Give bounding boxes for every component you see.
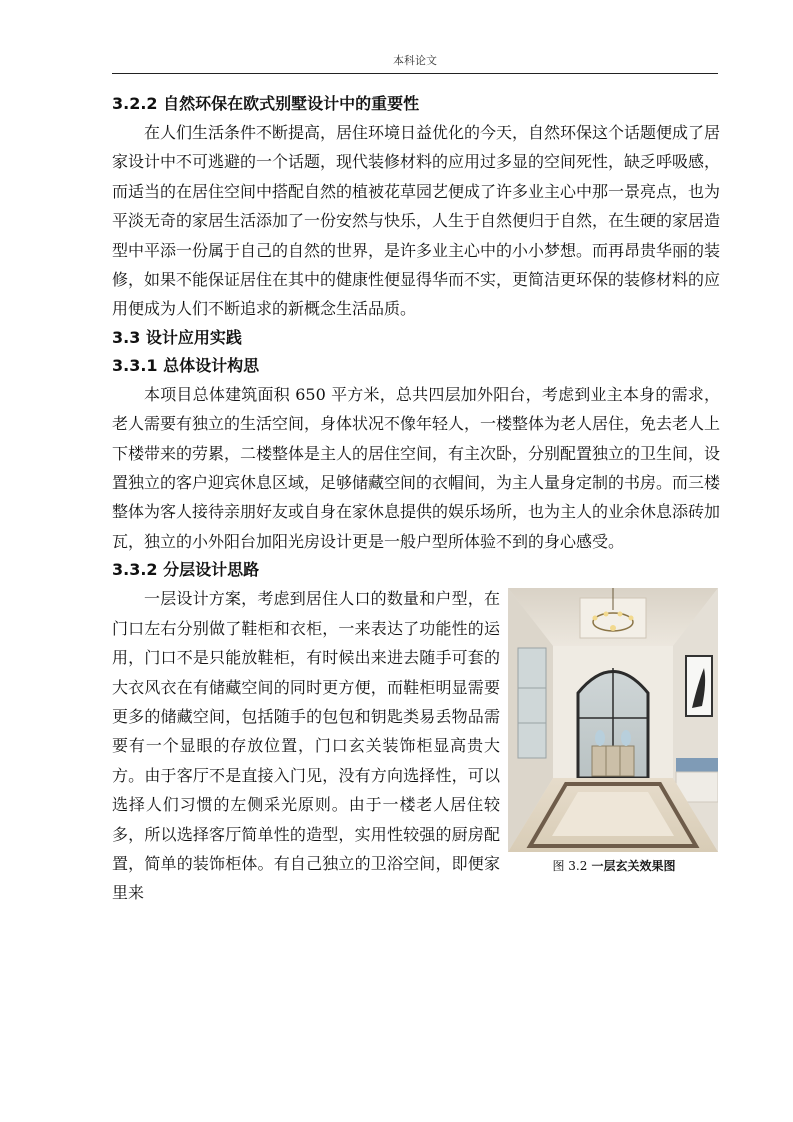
section-heading-3-3-1: 3.3.1 总体设计构思 [112,355,260,375]
section-heading-3-2-2: 3.2.2 自然环保在欧式别墅设计中的重要性 [112,94,420,113]
section-heading-3-3-2: 3.3.2 分层设计思路 [112,560,260,580]
page-header: 本科论文 [393,54,437,67]
document-body [112,90,720,908]
paragraph-3-3-2: 一层设计方案，考虑到居住人口的数量和户型，在门口左右分别做了鞋柜和衣柜，一来表达了功能性的运用，门口不是只能放鞋柜，有时候出来进去随手可套的大衣风衣在有储藏空间的同时更方便，而鞋柜明显需要更多的储藏空间，包括随手的包包和钥匙类易丢物品需要有一个显眼的存放位置，门口玄关装饰柜显高贵大方。由于客厅不是直接入门见，没有方向选择性，可以选择人们习惯的左侧采光原则。由于一楼老人居住较多，所以选择客厅简单性的造型，实用性较强的厨房配置，简单的装饰柜体。有自己独立的卫浴空间，即便家里来 [112,589,500,903]
figure-caption [508,856,720,876]
figure-3-2 [508,588,720,876]
figure-caption-number: 图 3.2 [552,859,588,874]
paragraph-3-2-2: 在人们生活条件不断提高，居住环境日益优化的今天，自然环保这个话题便成了居家设计中不可逃避的一个话题，现代装修材料的应用过多显的空间死性，缺乏呼吸感，而适当的在居住空间中搭配自然的植被花草园艺便成了许多业主心中那一景亮点，也为平淡无奇的家居生活添加了一份安然与快乐，人生于自然便归于自然，在生硬的家居造型中平添一份属于自己的自然的世界，是许多业主心中的小小梦想。而再昂贵华丽的装修，如果不能保证居住在其中的健康性便显得华而不实，更简洁更环保的装修材料的应用便成为人们不断追求的新概念生活品质。 [112,123,721,319]
figure-caption-text: 一层玄关效果图 [591,859,676,874]
header-rule [112,73,718,74]
section-heading-3-3: 3.3 设计应用实践 [112,327,242,347]
floated-section [112,584,720,907]
paragraph-3-3-1: 本项目总体建筑面积 650 平方米，总共四层加外阳台，考虑到业主本身的需求，老人需要有独立的生活空间，身体状况不像年轻人，一楼整体为老人居住，免去老人上下楼带来的劳累，二楼整体是主人的居住空间，有主次卧，分别配置独立的卫生间，设置独立的客户迎宾休息区域，足够储藏空间的衣帽间，为主人量身定制的书房。而三楼整体为客人接待亲朋好友或自身在家休息提供的娱乐场所，也为主人的业余休息添砖加瓦，独立的小外阳台加阳光房设计更是一般户型所体验不到的身心感受。 [112,384,721,551]
foyer-rendering-image [508,588,718,852]
